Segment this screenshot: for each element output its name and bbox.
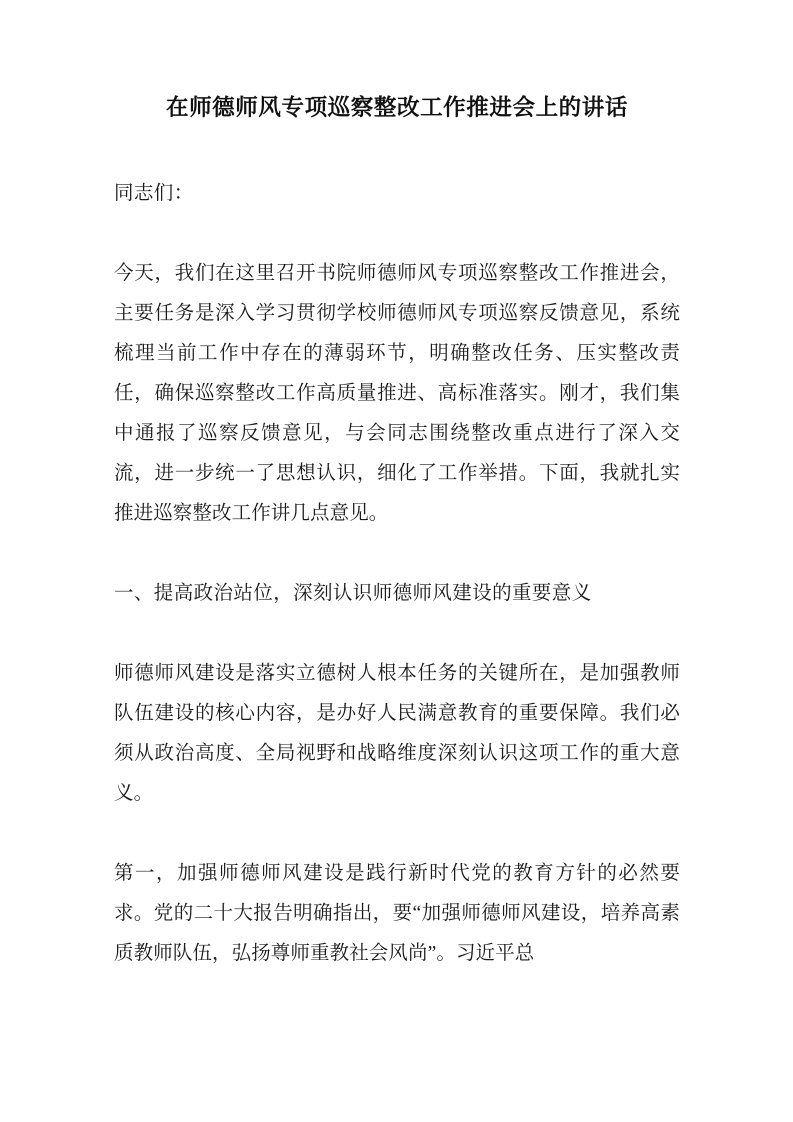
paragraph-gap <box>114 814 680 854</box>
paragraph-gap <box>114 214 680 254</box>
title-spacer <box>114 128 680 174</box>
paragraph-section-1-1: 师德师风建设是落实立德树人根本任务的关键所在，是加强教师队伍建设的核心内容，是办好人民满意教育的重要保障。我们必须从政治高度、全局视野和战略维度深刻认识这项工作的重大意义。 <box>114 663 680 804</box>
paragraph-opening: 今天，我们在这里召开书院师德师风专项巡察整改工作推进会，主要任务是深入学习贯彻学校师德师风专项巡察反馈意见，系统梳理当前工作中存在的薄弱环节，明确整改任务、压实整改责任，确保巡察整改工作高质量推进、高标准落实。刚才，我们集中通报了巡察反馈意见，与会同志围绕整改重点进行了深入交流，进一步统一了思想认识，细化了工作举措。下面，我就扎实推进巡察整改工作讲几点意见。 <box>114 263 680 524</box>
document-content <box>114 88 680 974</box>
section-heading-1: 一、提高政治站位，深刻认识师德师风建设的重要意义 <box>114 583 592 604</box>
salutation: 同志们： <box>114 183 194 204</box>
paragraph-section-1-2: 第一，加强师德师风建设是践行新时代党的教育方针的必然要求。党的二十大报告明确指出，要“加强师德师风建设，培养高素质教师队伍，弘扬尊师重教社会风尚”。习近平总 <box>114 863 680 964</box>
paragraph-gap <box>114 614 680 654</box>
page-title: 在师德师风专项巡察整改工作推进会上的讲话 <box>165 95 628 120</box>
paragraph-gap <box>114 534 680 574</box>
